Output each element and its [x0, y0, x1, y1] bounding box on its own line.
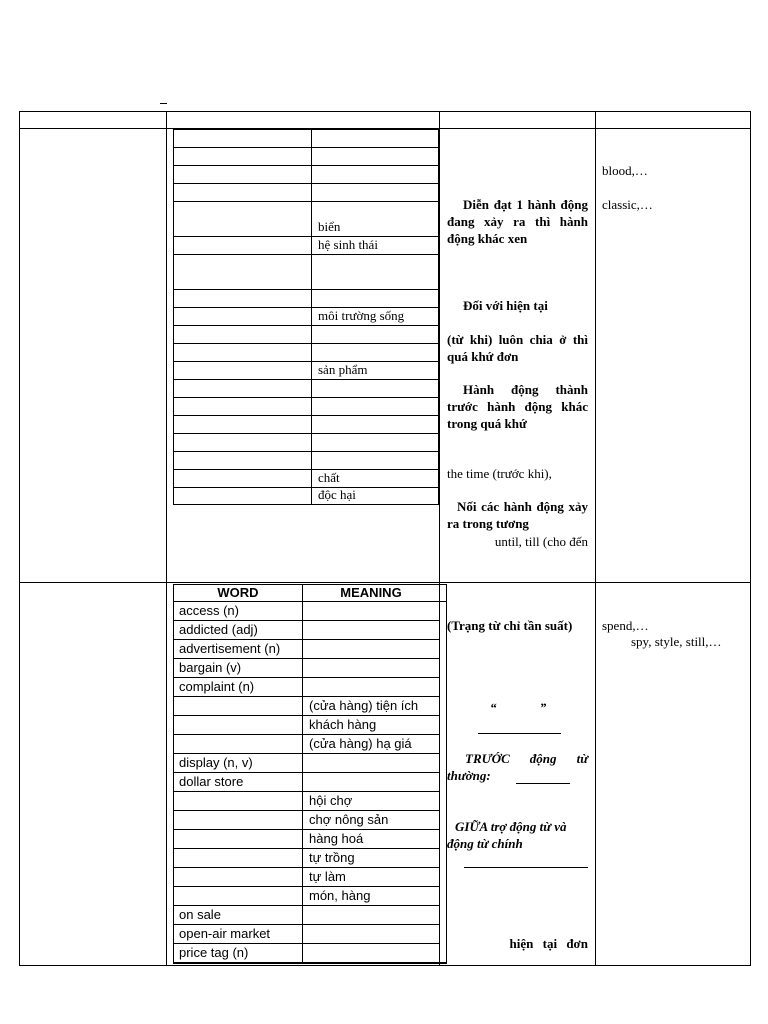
meaning-cell: tự làm: [309, 869, 346, 884]
grammar-note: (từ khi) luôn chia ở thì quá khứ đơn: [447, 332, 588, 364]
blank-line: [516, 783, 570, 784]
example-text: spend,…: [602, 618, 649, 633]
example-text: blood,…: [602, 163, 648, 178]
meaning-cell: môi trường sống: [318, 308, 405, 323]
word-cell: advertisement (n): [179, 641, 281, 656]
meaning-cell: sản phẩm: [318, 362, 368, 377]
grammar-note: GIỮA trợ động từ và động từ chính: [447, 819, 567, 851]
blank-line: [478, 733, 561, 734]
meaning-cell: món, hàng: [309, 888, 371, 903]
grammar-note: Đối với hiện tại: [463, 298, 548, 313]
word-cell: addicted (adj): [179, 622, 258, 637]
grammar-note: Diễn đạt 1 hành động đang xảy ra thì hành động khác xen: [447, 197, 588, 246]
word-cell: bargain (v): [179, 660, 242, 675]
meaning-cell: (cửa hàng) hạ giá: [309, 736, 412, 751]
quote-marks: “ ”: [490, 700, 547, 715]
word-cell: complaint (n): [179, 679, 255, 694]
example-text: classic,…: [602, 197, 653, 212]
word-cell: access (n): [179, 603, 239, 618]
word-cell: display (n, v): [179, 755, 253, 770]
column-header-meaning: MEANING: [340, 585, 402, 600]
meaning-cell: chất: [318, 470, 340, 485]
meaning-cell: biển: [318, 219, 341, 234]
example-text: spy, style, still,…: [631, 634, 722, 649]
grammar-note: Nối các hành động xảy ra trong tương: [447, 499, 588, 531]
meaning-cell: hệ sinh thái: [318, 237, 378, 252]
grammar-note: Hành động thành trước hành động khác trong quá khứ: [447, 382, 588, 431]
word-cell: open-air market: [179, 926, 271, 941]
word-cell: dollar store: [179, 774, 244, 789]
word-cell: on sale: [179, 907, 221, 922]
meaning-cell: hàng hoá: [309, 831, 364, 846]
meaning-cell: tự trồng: [309, 850, 355, 865]
grammar-note: hiện tại đơn: [509, 936, 588, 951]
grammar-note: TRƯỚC động từ thường:: [447, 751, 588, 783]
column-header-word: WORD: [217, 585, 259, 600]
grammar-note: the time (trước khi),: [447, 466, 552, 481]
meaning-cell: khách hàng: [309, 717, 377, 732]
blank-line: [464, 867, 588, 868]
grammar-note: (Trạng từ chỉ tần suất): [447, 618, 573, 633]
top-dash-mark: [160, 103, 167, 104]
meaning-cell: hội chợ: [309, 793, 353, 808]
meaning-cell: (cửa hàng) tiện ích: [309, 698, 419, 713]
word-cell: price tag (n): [179, 945, 249, 960]
meaning-cell: độc hại: [318, 487, 356, 502]
meaning-cell: chợ nông sản: [309, 812, 389, 827]
grammar-note: until, till (cho đến: [494, 534, 588, 549]
